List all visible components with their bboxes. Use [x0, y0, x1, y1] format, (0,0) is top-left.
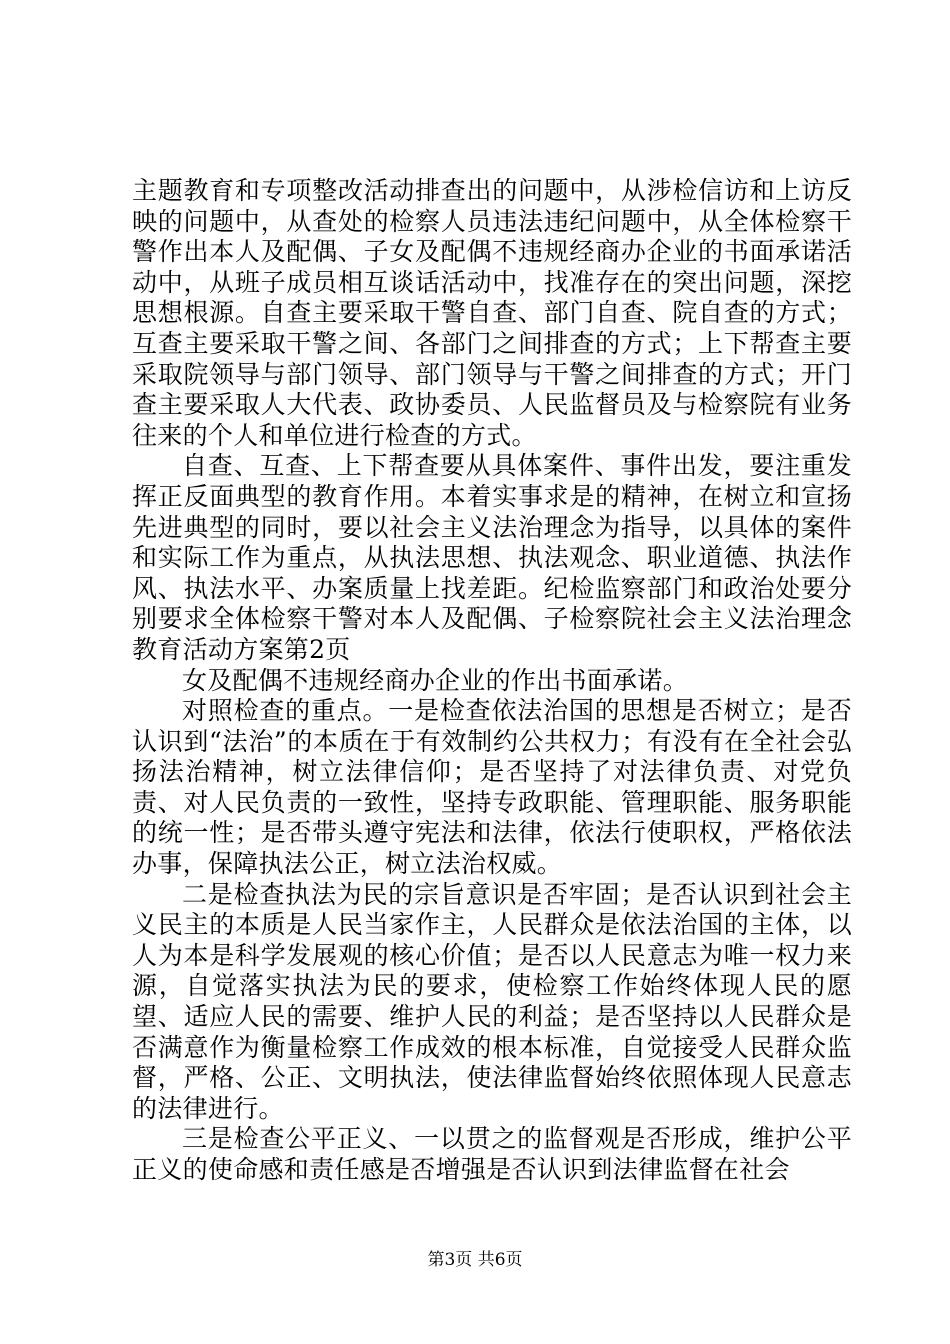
paragraph-6: 三是检查公平正义、一以贯之的监督观是否形成，维护公平正义的使命感和责任感是否增强是否认识到法律监督在社会: [132, 1124, 852, 1184]
paragraph-2: 自查、互查、上下帮查要从具体案件、事件出发，要注重发挥正反面典型的教育作用。本着实事求是的精神，在树立和宣扬先进典型的同时，要以社会主义法治理念为指导，以具体的案件和实际工作为重点，从执法思想、执法观念、职业道德、执法作风、执法水平、办案质量上找差距。纪检监察部门和政治处要分别要求全体检察干警对本人及配偶、子检察院社会主义法治理念教育活动方案第2页: [132, 451, 852, 664]
document-body: [132, 176, 852, 1186]
page-footer: 第3页 共6页: [427, 1250, 523, 1270]
paragraph-1: 主题教育和专项整改活动排查出的问题中，从涉检信访和上访反映的问题中，从查处的检察人员违法违纪问题中，从全体检察干警作出本人及配偶、子女及配偶不违规经商办企业的书面承诺活动中，从班子成员相互谈话活动中，找准存在的突出问题，深挖思想根源。自查主要采取干警自查、部门自查、院自查的方式；互查主要采取干警之间、各部门之间排查的方式；上下帮查主要采取院领导与部门领导、部门领导与干警之间排查的方式；开门查主要采取人大代表、政协委员、人民监督员及与检察院有业务往来的个人和单位进行检查的方式。: [132, 176, 852, 450]
paragraph-3: 女及配偶不违规经商办企业的作出书面承诺。: [182, 665, 689, 695]
paragraph-5: 二是检查执法为民的宗旨意识是否牢固；是否认识到社会主义民主的本质是人民当家作主，人民群众是依法治国的主体，以人为本是科学发展观的核心价值；是否以人民意志为唯一权力来源，自觉落实执法为民的要求，使检察工作始终体现人民的愿望、适应人民的需要、维护人民的利益；是否坚持以人民群众是否满意作为衡量检察工作成效的根本标准，自觉接受人民群众监督，严格、公正、文明执法，使法律监督始终依照体现人民意志的法律进行。: [132, 879, 852, 1123]
paragraph-4: 对照检查的重点。一是检查依法治国的思想是否树立；是否认识到“法治”的本质在于有效制约公共权力；有没有在全社会弘扬法治精神，树立法律信仰；是否坚持了对法律负责、对党负责、对人民负责的一致性，坚持专政职能、管理职能、服务职能的统一性；是否带头遵守宪法和法律，依法行使职权，严格依法办事，保障执法公正，树立法治权威。: [132, 696, 852, 879]
